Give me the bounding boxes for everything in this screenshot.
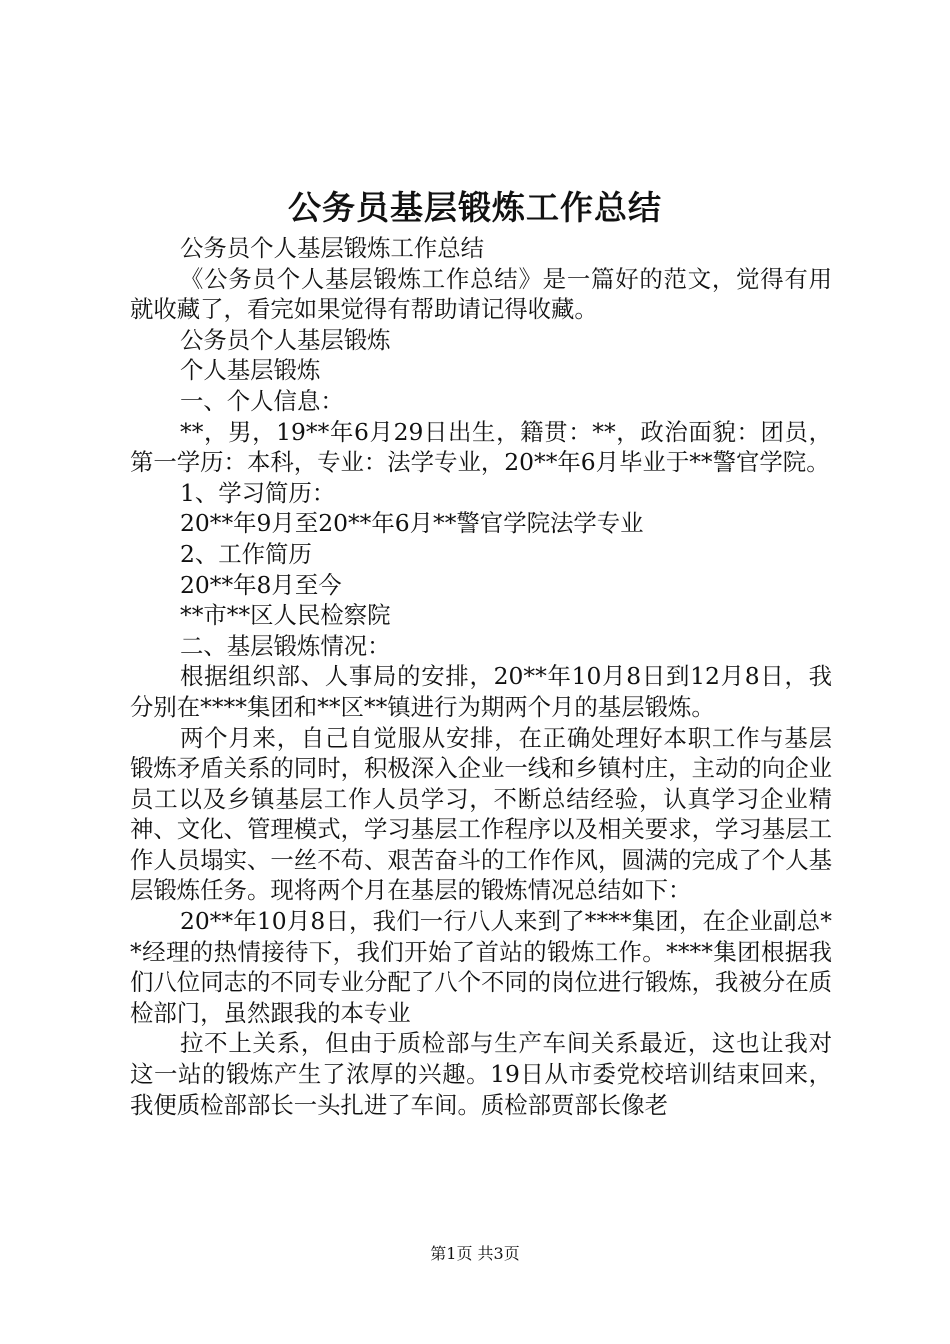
paragraph: 个人基层锻炼 xyxy=(180,356,321,385)
paragraph: 2、工作简历 xyxy=(180,539,312,568)
document-body xyxy=(130,233,832,1120)
paragraph: 公务员个人基层锻炼 xyxy=(180,325,391,354)
paragraph: 《公务员个人基层锻炼工作总结》是一篇好的范文，觉得有用就收藏了，看完如果觉得有帮助请记得收藏。 xyxy=(130,264,832,324)
paragraph: 拉不上关系，但由于质检部与生产车间关系最近，这也让我对这一站的锻炼产生了浓厚的兴趣。19日从市委党校培训结束回来，我便质检部部长一头扎进了车间。质检部贾部长像老 xyxy=(130,1029,832,1119)
paragraph: **市**区人民检察院 xyxy=(180,601,391,630)
document-title: 公务员基层锻炼工作总结 xyxy=(288,188,662,227)
paragraph: 一、个人信息： xyxy=(180,386,344,415)
paragraph: 公务员个人基层锻炼工作总结 xyxy=(180,234,485,262)
paragraph: 根据组织部、人事局的安排，20**年10月8日到12月8日，我分别在****集团和**区**镇进行为期两个月的基层锻炼。 xyxy=(130,662,832,721)
paragraph: 二、基层锻炼情况： xyxy=(180,631,391,660)
paragraph: 20**年9月至20**年6月**警官学院法学专业 xyxy=(180,509,644,538)
paragraph: 两个月来，自己自觉服从安排，在正确处理好本职工作与基层锻炼矛盾关系的同时，积极深入企业一线和乡镇村庄，主动的向企业员工以及乡镇基层工作人员学习，不断总结经验，认真学习企业精神、文化、管理模式，学习基层工作程序以及相关要求，学习基层工作人员塌实、一丝不苟、艰苦奋斗的工作作风，圆满的完成了个人基层锻炼任务。现将两个月在基层的锻炼情况总结如下： xyxy=(130,723,832,905)
paragraph: 1、学习简历： xyxy=(180,478,336,507)
page-footer: 第1页 共3页 xyxy=(430,1244,520,1263)
paragraph: **，男，19**年6月29日出生，籍贯：**，政治面貌：团员，第一学历：本科，专业：法学专业，20**年6月毕业于**警官学院。 xyxy=(130,417,832,477)
paragraph: 20**年8月至今 xyxy=(180,570,342,599)
paragraph: 20**年10月8日，我们一行八人来到了****集团，在企业副总**经理的热情接待下，我们开始了首站的锻炼工作。****集团根据我们八位同志的不同专业分配了八个不同的岗位进行锻炼，我被分在质检部门，虽然跟我的本专业 xyxy=(130,907,832,1027)
